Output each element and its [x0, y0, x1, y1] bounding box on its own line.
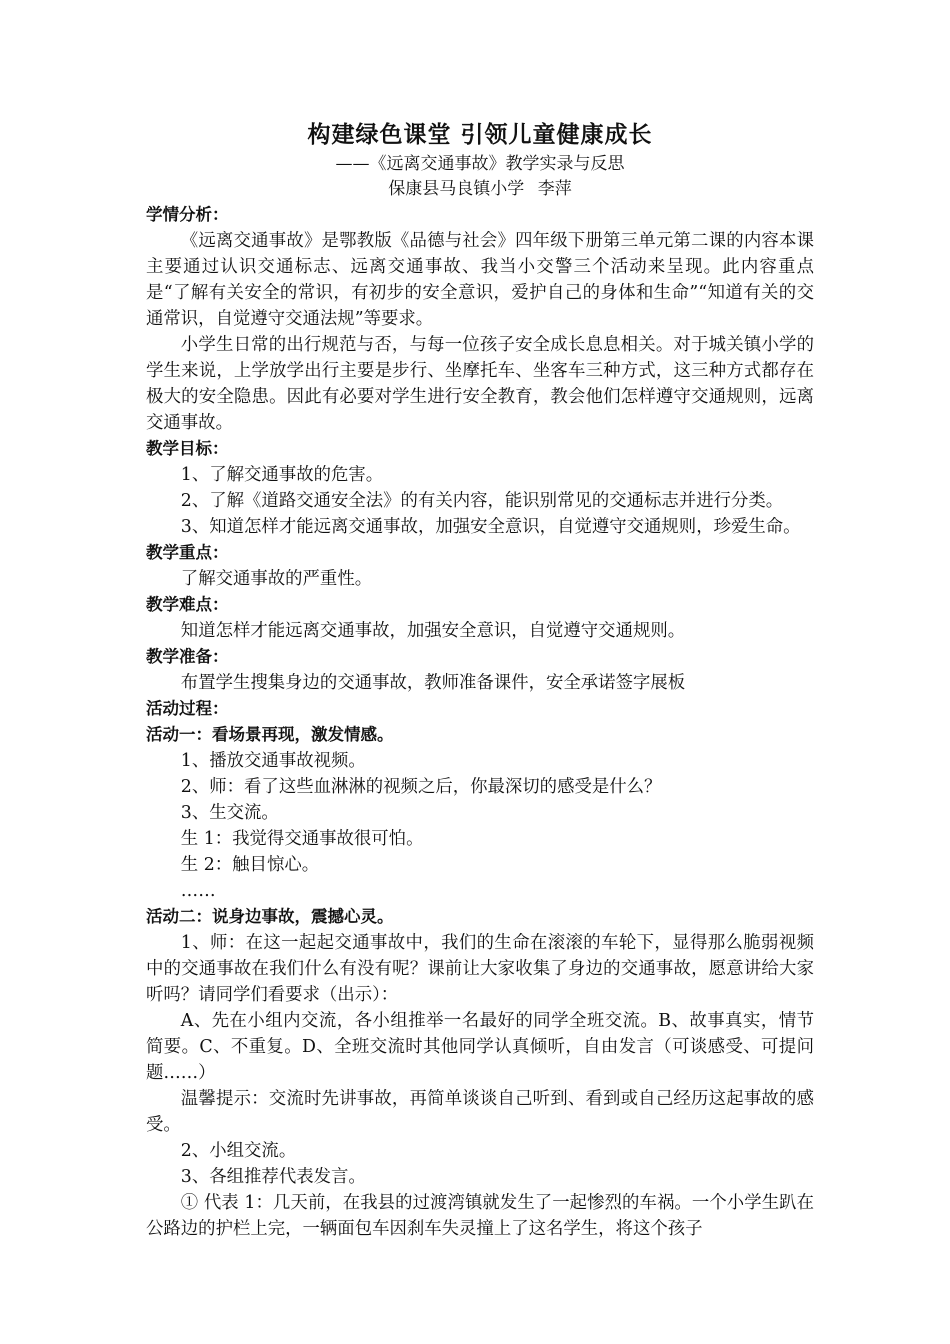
paragraph: A、先在小组内交流，各小组推举一名最好的同学全班交流。B、故事真实，情节简要。C、不重复。D、全班交流时其他同学认真倾听，自由发言（可谈感受、可提问题……） [146, 1011, 814, 1083]
section-heading-activity-two: 活动二：说身边事故，震撼心灵。 [146, 907, 394, 926]
list-item: 3、知道怎样才能远离交通事故，加强安全意识，自觉遵守交通规则，珍爱生命。 [180, 517, 801, 537]
paragraph: 温馨提示：交流时先讲事故，再简单谈谈自己听到、看到或自己经历这起事故的感受。 [146, 1089, 814, 1135]
paragraph: 知道怎样才能远离交通事故，加强安全意识，自觉遵守交通规则。 [180, 621, 686, 641]
section-heading-objectives: 教学目标： [146, 439, 229, 458]
document-page [146, 118, 814, 1242]
document-subtitle: ——《远离交通事故》教学实录与反思 [335, 154, 625, 174]
section-heading-difficulties: 教学难点： [146, 595, 229, 614]
list-item: 1、播放交通事故视频。 [180, 751, 366, 771]
document-title: 构建绿色课堂 引领儿童健康成长 [307, 122, 653, 148]
paragraph: 布置学生搜集身边的交通事故，教师准备课件，安全承诺签字展板 [180, 673, 686, 693]
paragraph: 《远离交通事故》是鄂教版《品德与社会》四年级下册第三单元第二课的内容本课主要通过认识交通标志、远离交通事故、我当小交警三个活动来呈现。此内容重点是“了解有关安全的常识，有初步的安全意识，爱护自己的身体和生命”“知道有关的交通常识，自觉遵守交通法规”等要求。 [146, 231, 814, 329]
paragraph: 小学生日常的出行规范与否，与每一位孩子安全成长息息相关。对于城关镇小学的学生来说，上学放学出行主要是步行、坐摩托车、坐客车三种方式，这三种方式都存在极大的安全隐患。因此有必要对学生进行安全教育，教会他们怎样遵守交通规则，远离交通事故。 [146, 335, 814, 433]
list-item: 3、各组推荐代表发言。 [180, 1167, 366, 1187]
list-item: 1、了解交通事故的危害。 [180, 465, 384, 485]
paragraph: 了解交通事故的严重性。 [180, 569, 373, 589]
list-item: 2、了解《道路交通安全法》的有关内容，能识别常见的交通标志并进行分类。 [180, 491, 784, 511]
paragraph: 1、师：在这一起起交通事故中，我们的生命在滚滚的车轮下，显得那么脆弱视频中的交通事故在我们什么有没有呢？课前让大家收集了身边的交通事故，愿意讲给大家听吗？请同学们看要求（出示）： [146, 933, 814, 1005]
ellipsis: …… [180, 881, 216, 901]
section-heading-activity-one: 活动一：看场景再现，激发情感。 [146, 725, 394, 744]
list-item: 生 2：触目惊心。 [180, 855, 320, 875]
section-heading-key-points: 教学重点： [146, 543, 229, 562]
document-author: 保康县马良镇小学 李萍 [388, 179, 572, 199]
section-heading-analysis: 学情分析： [146, 205, 229, 224]
list-item: 2、小组交流。 [180, 1141, 297, 1161]
list-item: 生 1：我觉得交通事故很可怕。 [180, 829, 424, 849]
section-heading-preparation: 教学准备： [146, 647, 229, 666]
list-item: 2、师：看了这些血淋淋的视频之后，你最深切的感受是什么？ [180, 777, 662, 797]
paragraph: ① 代表 1：几天前，在我县的过渡湾镇就发生了一起惨烈的车祸。一个小学生趴在公路边的护栏上完，一辆面包车因刹车失灵撞上了这名学生，将这个孩子 [146, 1193, 814, 1239]
list-item: 3、生交流。 [180, 803, 279, 823]
section-heading-process: 活动过程： [146, 699, 229, 718]
